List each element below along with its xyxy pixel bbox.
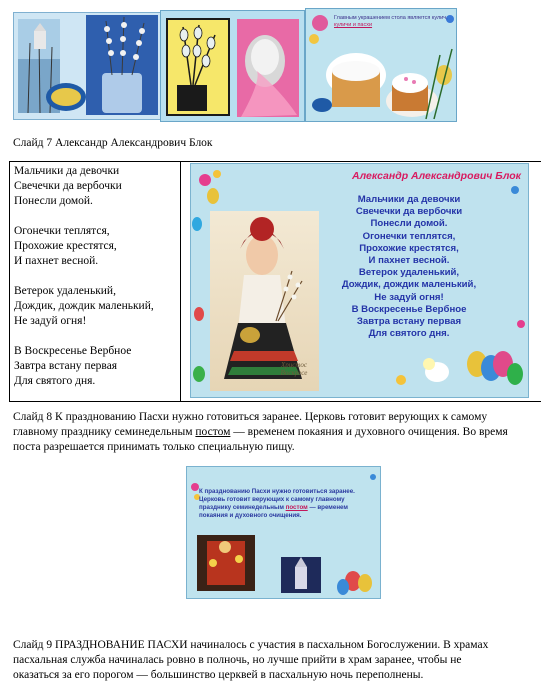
slide7-title: Александр Александрович Блок [352,170,521,182]
poem-line: Дождик, дождик маленький, [14,300,154,312]
poem-line: И пахнет весной. [14,255,99,267]
poem-line: Завтра встану первая [14,360,118,372]
table-divider [180,162,181,401]
poem-line: Ветерок удаленький, [14,285,116,297]
slide9-line-2: пасхальная служба начиналась ровно в полночь, но лучше прийти в храм заранее, чтобы не [13,654,462,666]
slide8-paragraph [13,410,538,455]
slide9-line-1: Слайд 9 ПРАЗДНОВАНИЕ ПАСХИ начиналось с участия в пасхальном Богослужении. В храмах [13,639,489,651]
poem-line: Огонечки теплятся, [14,225,110,237]
kulich-caption-highlight: куличи и пасхи [334,22,373,28]
slide9-line-3: оказаться за его порогом — большинство церквей в пасхальную ночь переполнены. [13,669,424,681]
slide7-decorations [191,164,528,397]
poem-line: Для святого дня. [14,375,96,387]
slide8-line-3: поста разрешается принимать только специальную пищу. [13,441,295,453]
poem-line: Не задуй огня! [14,315,87,327]
slide-thumbnail-willow [13,12,163,120]
catkins-illustration [161,11,304,121]
slide8-decorations [187,467,380,598]
poem-line: Понесли домой. [14,195,93,207]
poem-line [14,329,174,344]
poem-line: В Воскресенье Вербное [14,345,132,357]
post-link[interactable]: постом [195,426,231,438]
kulich-caption [334,15,452,29]
slide8-line-2-after: — временем покаяния и духовного очищения. Во время [230,426,508,438]
slide8-caption-before: К празднованию Пасхи нужно готовиться заранее. Церковь готовит верующих к самому главному празднику семинедельным [199,488,355,511]
kulich-caption-prefix: Главным украшением стола является кулич, [334,15,448,21]
slide9-paragraph [13,638,538,683]
portrait-signature: Христос Воскресе [280,361,308,377]
poem-line [14,209,174,224]
poem-line [14,269,174,284]
poem-line: Мальчики да девочки [14,165,120,177]
slide8-caption [199,488,377,520]
slide8-line-2 [13,425,538,440]
poem-line: Свечечки да вербочки [14,180,122,192]
poem-line: Прохожие крестятся, [14,240,117,252]
poem-text [14,164,174,389]
willow-vase-illustration [14,13,162,119]
slide-thumbnail-kulich [305,8,457,122]
slide7-thumbnail [190,163,529,398]
slide8-line-2-before: главному празднику семинедельным [13,426,196,438]
slide8-thumbnail [186,466,381,599]
slide8-line-1: Слайд 8 К празднованию Пасхи нужно готовиться заранее. Церковь готовит верующих к самому [13,411,488,423]
slide8-caption-after: — временем покаяния и духовного очищения. [199,504,348,519]
slide8-caption-link: постом [285,504,308,511]
slide7-verse: Мальчики да девочки Свечечки да вербочки Понесли домой. Огонечки теплятся, Прохожие крестятся, И пахнет весной. Ветерок удаленький, Дождик, дождик маленький, Не задуй огня! В Воскресенье Вербное Завтра встану первая Для святого дня. [341,194,477,340]
slide7-label: Слайд 7 Александр Александрович Блок [13,137,213,149]
slide-thumbnail-catkins [160,10,305,122]
